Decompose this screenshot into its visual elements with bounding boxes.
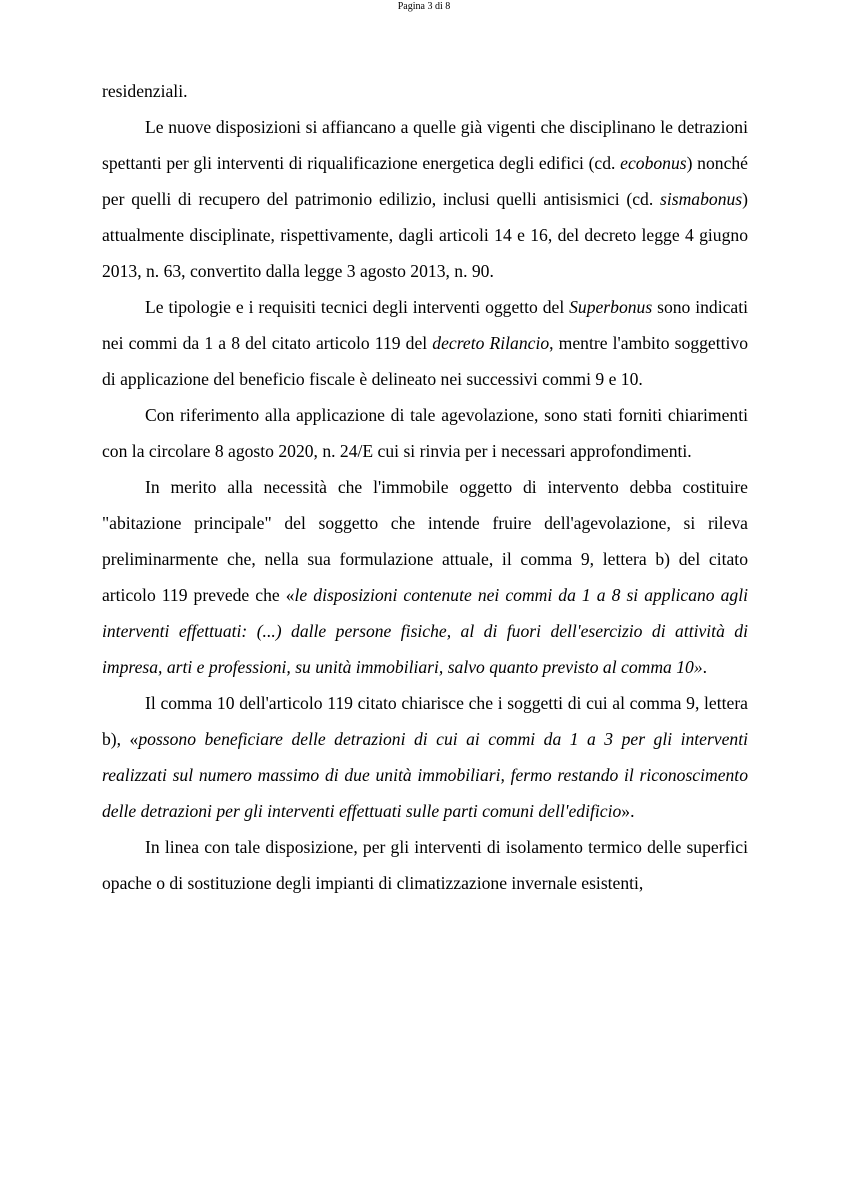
- text-segment: Il comma 10 dell'articolo 119 citato chiarisce che i soggetti di cui al comma 9, lettera b), «: [102, 693, 748, 749]
- paragraph: [102, 469, 748, 685]
- text-segment: In merito alla necessità che l'immobile oggetto di intervento debba costituire "abitazione principale" del soggetto che intende fruire dell'agevolazione, si rileva preliminarmente che, nella sua formulazione attuale, il comma 9, lettera b) del citato articolo 119 prevede che «: [102, 477, 748, 605]
- text-segment: ) attualmente disciplinate, rispettivamente, dagli articoli 14 e 16, del decreto legge 4 giugno 2013, n. 63, convertito dalla legge 3 agosto 2013, n. 90.: [102, 189, 748, 281]
- text-segment: Le tipologie e i requisiti tecnici degli interventi oggetto del: [145, 297, 570, 317]
- text-segment: residenziali.: [102, 81, 188, 101]
- text-segment: sono indicati nei commi da 1 a 8 del citato articolo 119 del: [102, 297, 748, 353]
- page-number-header: Pagina 3 di 8: [397, 1, 451, 12]
- text-segment: .: [702, 657, 708, 677]
- italic-text: Superbonus: [569, 297, 653, 317]
- italic-text: ecobonus: [620, 153, 687, 173]
- paragraph: [102, 289, 748, 397]
- text-segment: Le nuove disposizioni si affiancano a quelle già vigenti che disciplinano le detrazioni spettanti per gli interventi di riqualificazione energetica degli edifici (cd.: [102, 117, 748, 173]
- italic-text: le disposizioni contenute nei commi da 1 a 8 si applicano agli interventi effettuati: (...) dalle persone fisiche, al di fuori dell'esercizio di attività di impresa, arti e professioni, su unità immobiliari, salvo quanto previsto al comma 10»: [102, 585, 748, 677]
- italic-text: sismabonus: [660, 189, 743, 209]
- document-body: [102, 73, 748, 901]
- italic-text: possono beneficiare delle detrazioni di cui ai commi da 1 a 3 per gli interventi realizzati sul numero massimo di due unità immobiliari, fermo restando il riconoscimento delle detrazioni per gli interventi effettuati sulle parti comuni dell'edificio: [102, 729, 748, 821]
- paragraph: [102, 829, 748, 901]
- italic-text: decreto Rilancio: [432, 333, 550, 353]
- paragraph: [102, 73, 748, 109]
- text-segment: , mentre l'ambito soggettivo di applicazione del beneficio fiscale è delineato nei successivi commi 9 e 10.: [102, 333, 748, 389]
- paragraph: [102, 685, 748, 829]
- text-segment: ) nonché per quelli di recupero del patrimonio edilizio, inclusi quelli antisismici (cd.: [102, 153, 748, 209]
- paragraph: [102, 397, 748, 469]
- text-segment: Con riferimento alla applicazione di tale agevolazione, sono stati forniti chiarimenti con la circolare 8 agosto 2020, n. 24/E cui si rinvia per i necessari approfondimenti.: [102, 405, 748, 461]
- text-segment: In linea con tale disposizione, per gli interventi di isolamento termico delle superfici opache o di sostituzione degli impianti di climatizzazione invernale esistenti,: [102, 837, 748, 893]
- text-segment: ».: [621, 801, 635, 821]
- paragraph: [102, 109, 748, 289]
